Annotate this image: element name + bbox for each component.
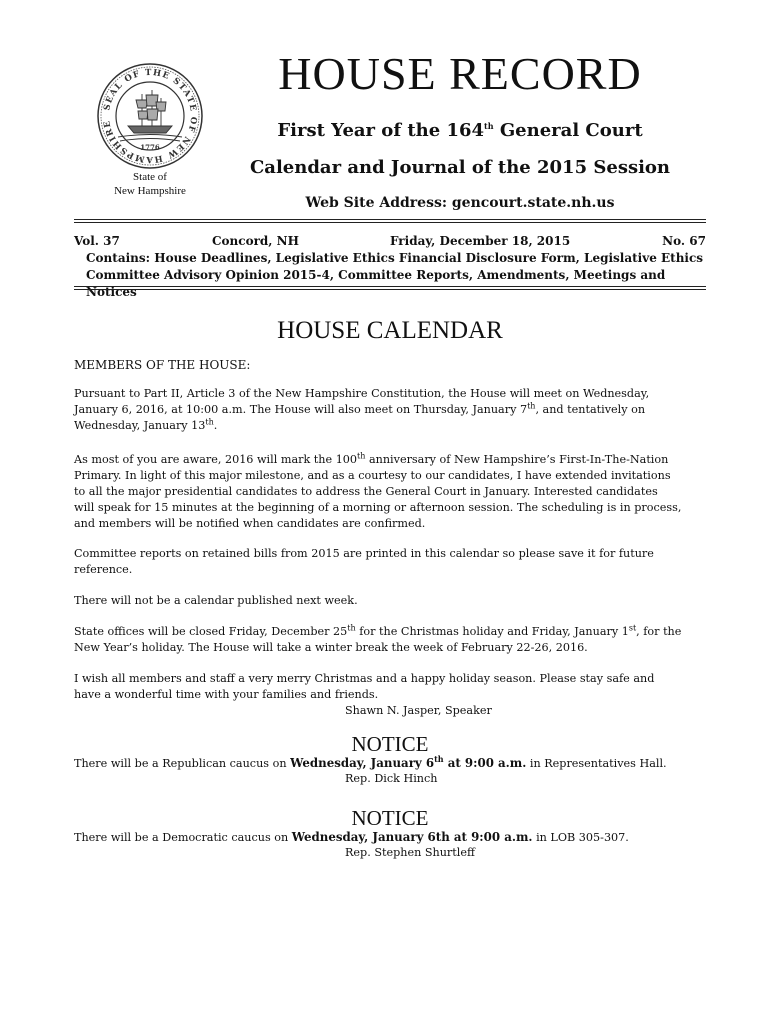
seal-ring-text: SEAL OF THE STATE OF NEW HAMPSHIRE	[102, 67, 199, 165]
notice-heading-republican: NOTICE	[351, 732, 429, 756]
publication-title: HOUSE RECORD	[278, 48, 642, 99]
notice-signed-hinch: Rep. Dick Hinch	[345, 772, 438, 785]
paragraph-holidays: State offices will be closed Friday, December 25th for the Christmas holiday and Friday, January 1st, for the New Year’s holiday. The House will take a winter break the week of February 22-26, 2016.	[74, 623, 682, 654]
paragraph-primary-anniversary: As most of you are aware, 2016 will mark the 100th anniversary of New Hampshire’s First-In-The-Nation Primary. In light of this major milestone, and as a courtesy to our candidates, I have extended invitations to all the major presidential candidates to address the General Court in January. Interested candidates will speak for 15 minutes at the beginning of a morning or afternoon session. The scheduling is in process, and members will be notified when candidates are confirmed.	[74, 451, 682, 530]
paragraph-retained-bills: Committee reports on retained bills from 2015 are printed in this calendar so please save it for future reference.	[74, 547, 654, 576]
issue-contents: Contains: House Deadlines, Legislative Ethics Financial Disclosure Form, Legislative Ethics Committee Advisory Opinion 2015-4, Committee Reports, Amendments, Meetings and Notices	[86, 251, 704, 299]
seal-year: 1776	[140, 143, 160, 152]
general-court-subtitle: First Year of the 164th General Court	[277, 120, 643, 141]
issue-place: Concord, NH	[212, 234, 299, 248]
state-seal-icon	[96, 62, 204, 170]
paragraph-holiday-wishes: I wish all members and staff a very merry Christmas and a happy holiday season. Please stay safe and have a wonderful time with your families and friends.	[74, 672, 655, 701]
paragraph-no-calendar: There will not be a calendar published next week.	[74, 594, 358, 607]
members-heading: MEMBERS OF THE HOUSE:	[74, 358, 251, 372]
session-subtitle: Calendar and Journal of the 2015 Session	[249, 157, 671, 178]
website-address: Web Site Address: gencourt.state.nh.us	[305, 195, 615, 211]
masthead-divider	[74, 219, 706, 223]
notice-republican-caucus: There will be a Republican caucus on Wednesday, January 6th at 9:00 a.m. in Representatives Hall.	[74, 754, 667, 770]
issue-info-line	[74, 232, 706, 250]
contents-divider	[74, 286, 706, 290]
notice-signed-shurtleff: Rep. Stephen Shurtleff	[345, 846, 475, 859]
seal-caption	[90, 170, 210, 198]
seal-caption-line-1: State of	[133, 171, 167, 183]
notice-democratic-caucus: There will be a Democratic caucus on Wednesday, January 6th at 9:00 a.m. in LOB 305-307.	[74, 830, 629, 844]
seal-caption-line-2: New Hampshire	[114, 185, 186, 197]
issue-number: No. 67	[662, 234, 706, 248]
paragraph-session-schedule: Pursuant to Part II, Article 3 of the New Hampshire Constitution, the House will meet on Wednesday, January 6, 2016, at 10:00 a.m. The House will also meet on Thursday, January 7th, and tentatively on Wednesday, January 13th.	[74, 387, 650, 432]
speaker-signature: Shawn N. Jasper, Speaker	[345, 704, 492, 717]
issue-date: Friday, December 18, 2015	[390, 234, 571, 248]
house-calendar-heading: HOUSE CALENDAR	[277, 317, 503, 344]
notice-heading-democratic: NOTICE	[351, 806, 429, 830]
volume-number: Vol. 37	[74, 234, 120, 248]
